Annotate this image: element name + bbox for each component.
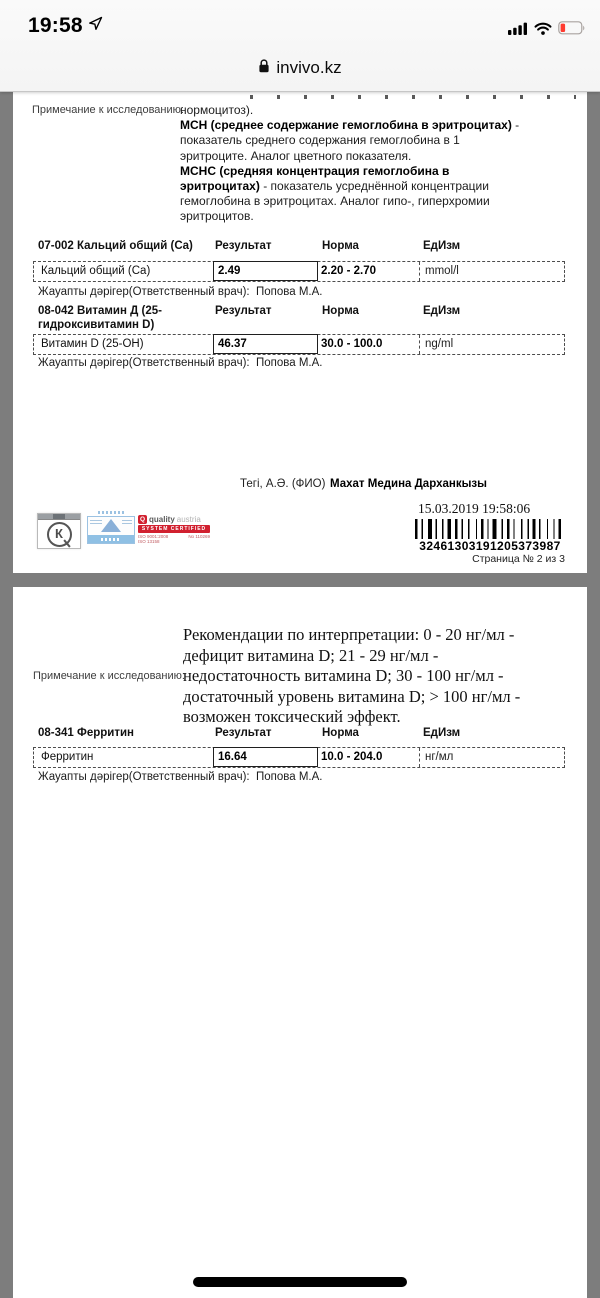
mountain-graphic — [101, 519, 121, 532]
qa-cert-number: No 110269 — [188, 534, 210, 539]
report-page-2 — [13, 92, 587, 573]
norm-range: 2.20 - 2.70 — [321, 265, 376, 277]
column-result: Результат — [215, 240, 272, 252]
note-mch: МСН (среднее содержание гемоглобина в эритроцитах) - показатель среднего содержания гемоглобина в 1 эритроците. Аналог цветного показателя. — [180, 118, 520, 163]
unit-separator — [419, 748, 420, 767]
doctor-label: Жауапты дәрігер(Ответственный врач): — [38, 357, 250, 369]
test-code-title: 08-341 Ферритин — [38, 727, 134, 739]
lab-table-calcium — [13, 240, 587, 302]
analyte-name: Витамин D (25-OH) — [41, 338, 144, 350]
cutoff-table-row — [250, 95, 576, 99]
kz-certification-mark — [37, 513, 81, 549]
doctor-name: Попова М.А. — [256, 771, 323, 783]
column-norm: Норма — [322, 305, 359, 317]
column-unit: ЕдИзм — [423, 727, 461, 739]
result-row — [33, 261, 565, 282]
accreditation-microtext — [98, 511, 124, 514]
signature-label: Тегі, А.Ә. (ФИО) — [240, 478, 326, 490]
note-text — [180, 103, 529, 225]
accreditation-logo — [87, 511, 135, 544]
lab-table-ferritin — [13, 727, 587, 789]
note-label: Примечание к исследованию: — [33, 670, 185, 682]
doctor-name: Попова М.А. — [256, 286, 323, 298]
analyte-name: Кальций общий (Ca) — [41, 265, 151, 277]
result-value: 46.37 — [213, 334, 318, 354]
column-norm: Норма — [322, 240, 359, 252]
unit-separator — [419, 262, 420, 281]
analyte-name: Ферритин — [41, 751, 94, 763]
test-code-title: 08-042 Витамин Д (25-гидроксивитамин D) — [38, 305, 162, 331]
status-bar — [0, 0, 600, 46]
note-line-normocytosis: нормоцитоз). — [180, 103, 254, 117]
unit: mmol/l — [425, 265, 459, 277]
patient-name: Махат Медина Дарханкызы — [330, 478, 487, 490]
barcode — [415, 519, 565, 539]
home-indicator[interactable] — [193, 1277, 407, 1287]
column-norm: Норма — [322, 727, 359, 739]
document-viewport[interactable] — [0, 92, 600, 1298]
page-number-label: Страница № 2 из 3 — [472, 553, 565, 565]
result-value: 2.49 — [213, 261, 318, 281]
test-code-title: 07-002 Кальций общий (Ca) — [38, 240, 193, 252]
qa-system-certified-banner: SYSTEM CERTIFIED — [138, 525, 210, 533]
result-value: 16.64 — [213, 747, 318, 767]
result-row — [33, 334, 565, 355]
unit-separator — [419, 335, 420, 354]
url-bar[interactable] — [0, 46, 600, 90]
doctor-name: Попова М.А. — [256, 357, 323, 369]
column-result: Результат — [215, 305, 272, 317]
qa-q-icon: Q — [139, 516, 146, 523]
quality-austria-logo: Q quality austria SYSTEM CERTIFIED ISO 9001:2008 ISO 13158 No 110269 — [138, 515, 210, 544]
report-page-3 — [13, 587, 587, 1298]
lab-table-vitamin-d — [13, 305, 587, 371]
barcode-number: 32461303191205373987 — [419, 539, 561, 553]
doctor-label: Жауапты дәрігер(Ответственный врач): — [38, 286, 250, 298]
cellular-signal-icon — [508, 22, 528, 40]
note-label: Примечание к исследованию: — [32, 104, 184, 116]
norm-range: 10.0 - 204.0 — [321, 751, 383, 763]
doctor-line — [38, 771, 323, 783]
location-arrow-icon — [88, 16, 103, 36]
kz-mark-circle: К — [47, 522, 72, 547]
report-datetime: 15.03.2019 19:58:06 — [418, 501, 531, 516]
note-mchc: МСНС (средняя концентрация гемоглобина в эритроцитах) - показатель усреднённой концентрации гемоглобина в эритроцитах. Аналог гипо-, гиперхромии эритроцитов. — [180, 163, 490, 224]
column-unit: ЕдИзм — [423, 305, 461, 317]
wifi-icon — [534, 22, 552, 40]
url-domain: invivo.kz — [276, 58, 342, 77]
clock: 19:58 — [28, 14, 83, 37]
qa-iso-lines: ISO 9001:2008 ISO 13158 — [138, 534, 169, 544]
kz-mark-header — [38, 514, 80, 520]
unit: нг/мл — [425, 751, 454, 763]
vitamin-d-interpretation-text: Рекомендации по интерпретации: 0 - 20 нг/мл - дефицит витамина D; 21 - 29 нг/мл - недостаточность витамина D; 30 - 100 нг/мл - достаточный уровень витамина D; > 100 нг/мл - возможен токсический эффект. — [183, 625, 521, 726]
doctor-line — [38, 357, 323, 369]
column-unit: ЕдИзм — [423, 240, 461, 252]
lock-icon — [258, 58, 270, 79]
column-result: Результат — [215, 727, 272, 739]
result-row — [33, 747, 565, 768]
unit: ng/ml — [425, 338, 454, 350]
doctor-line — [38, 286, 323, 298]
browser-chrome — [0, 0, 600, 92]
battery-icon — [558, 21, 587, 40]
doctor-label: Жауапты дәрігер(Ответственный врач): — [38, 771, 250, 783]
norm-range: 30.0 - 100.0 — [321, 338, 383, 350]
